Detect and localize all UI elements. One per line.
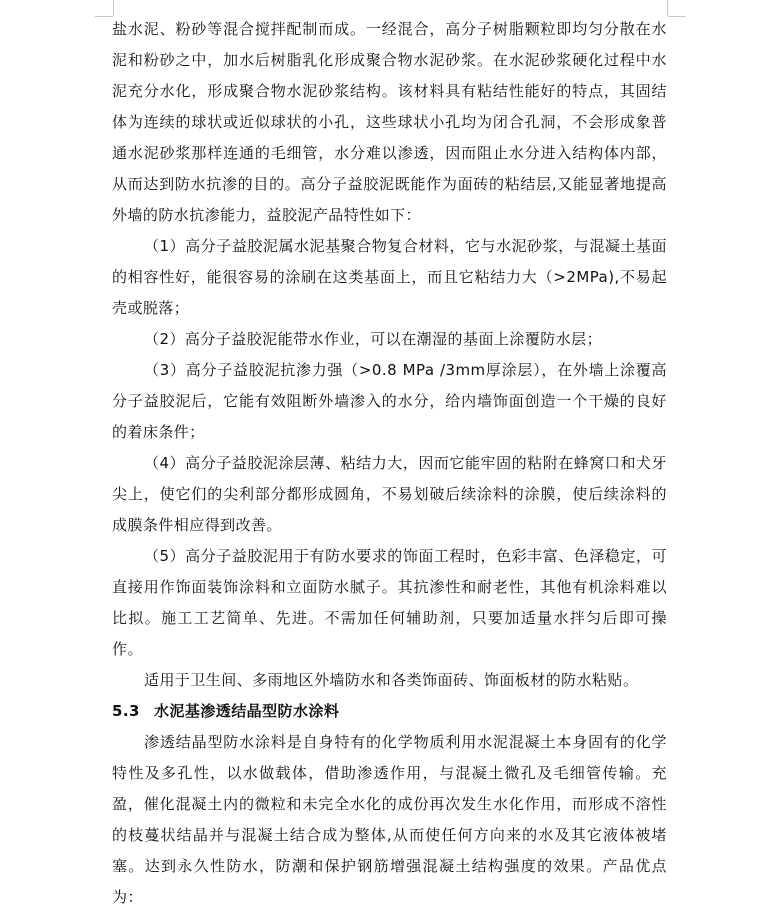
paragraph-feature-4: （4）高分子益胶泥涂层薄、粘结力大，因而它能牢固的粘附在蜂窝口和犬牙尖上，使它们的尖利部分都形成圆角，不易划破后续涂料的涂膜，使后续涂料的成膜条件相应得到改善。: [112, 454, 667, 534]
paragraph-feature-5: （5）高分子益胶泥用于有防水要求的饰面工程时，色彩丰富、色泽稳定，可直接用作饰面装饰涂料和立面防水腻子。其抗渗性和耐老性，其他有机涂料难以比拟。施工工艺简单、先进。不需加任何辅助剂，只要加适量水拌匀后即可操作。: [112, 547, 667, 658]
margin-corner-mark-right: [667, 0, 686, 16]
document-text-body: [112, 14, 667, 913]
paragraph-feature-1: （1）高分子益胶泥属水泥基聚合物复合材料，它与水泥砂浆，与混凝土基面的相容性好，能很容易的涂刷在这类基面上，而且它粘结力大（>2MPa),不易起壳或脱落；: [112, 237, 667, 317]
paragraph-section-body: 渗透结晶型防水涂料是自身特有的化学物质利用水泥混凝土本身固有的化学特性及多孔性，以水做载体，借助渗透作用，与混凝土微孔及毛细管传输。充盈，催化混凝土内的微粒和未完全水化的成份再次发生水化作用，而形成不溶性的枝蔓状结晶并与混凝土结合成为整体,从而使任何方向来的水及其它液体被堵塞。达到永久性防水，防潮和保护钢筋增强混凝土结构强度的效果。产品优点为：: [112, 733, 667, 906]
section-number: 5.3: [112, 702, 140, 720]
section-title: 水泥基渗透结晶型防水涂料: [153, 702, 340, 720]
paragraph-application: 适用于卫生间、多雨地区外墙防水和各类饰面砖、饰面板材的防水粘贴。: [144, 671, 639, 689]
paragraph-feature-2: （2）高分子益胶泥能带水作业，可以在潮湿的基面上涂覆防水层；: [144, 330, 603, 348]
section-heading: [112, 696, 667, 727]
paragraph-feature-3: （3）高分子益胶泥抗渗力强（>0.8 MPa /3mm厚涂层），在外墙上涂覆高分子益胶泥后，它能有效阻断外墙渗入的水分，给内墙饰面创造一个干燥的良好的着床条件；: [112, 361, 667, 441]
paragraph-intro-continued: 盐水泥、粉砂等混合搅拌配制而成。一经混合，高分子树脂颗粒即均匀分散在水泥和粉砂之中，加水后树脂乳化形成聚合物水泥砂浆。在水泥砂浆硬化过程中水泥充分水化，形成聚合物水泥砂浆结构。该材料具有粘结性能好的特点，其固结体为连续的球状或近似球状的小孔，这些球状小孔均为闭合孔洞，不会形成象普通水泥砂浆那样连通的毛细管，水分难以渗透，因而阻止水分进入结构体内部，从而达到防水抗渗的目的。高分子益胶泥既能作为面砖的粘结层,又能显著地提高外墙的防水抗渗能力，益胶泥产品特性如下：: [112, 20, 667, 224]
